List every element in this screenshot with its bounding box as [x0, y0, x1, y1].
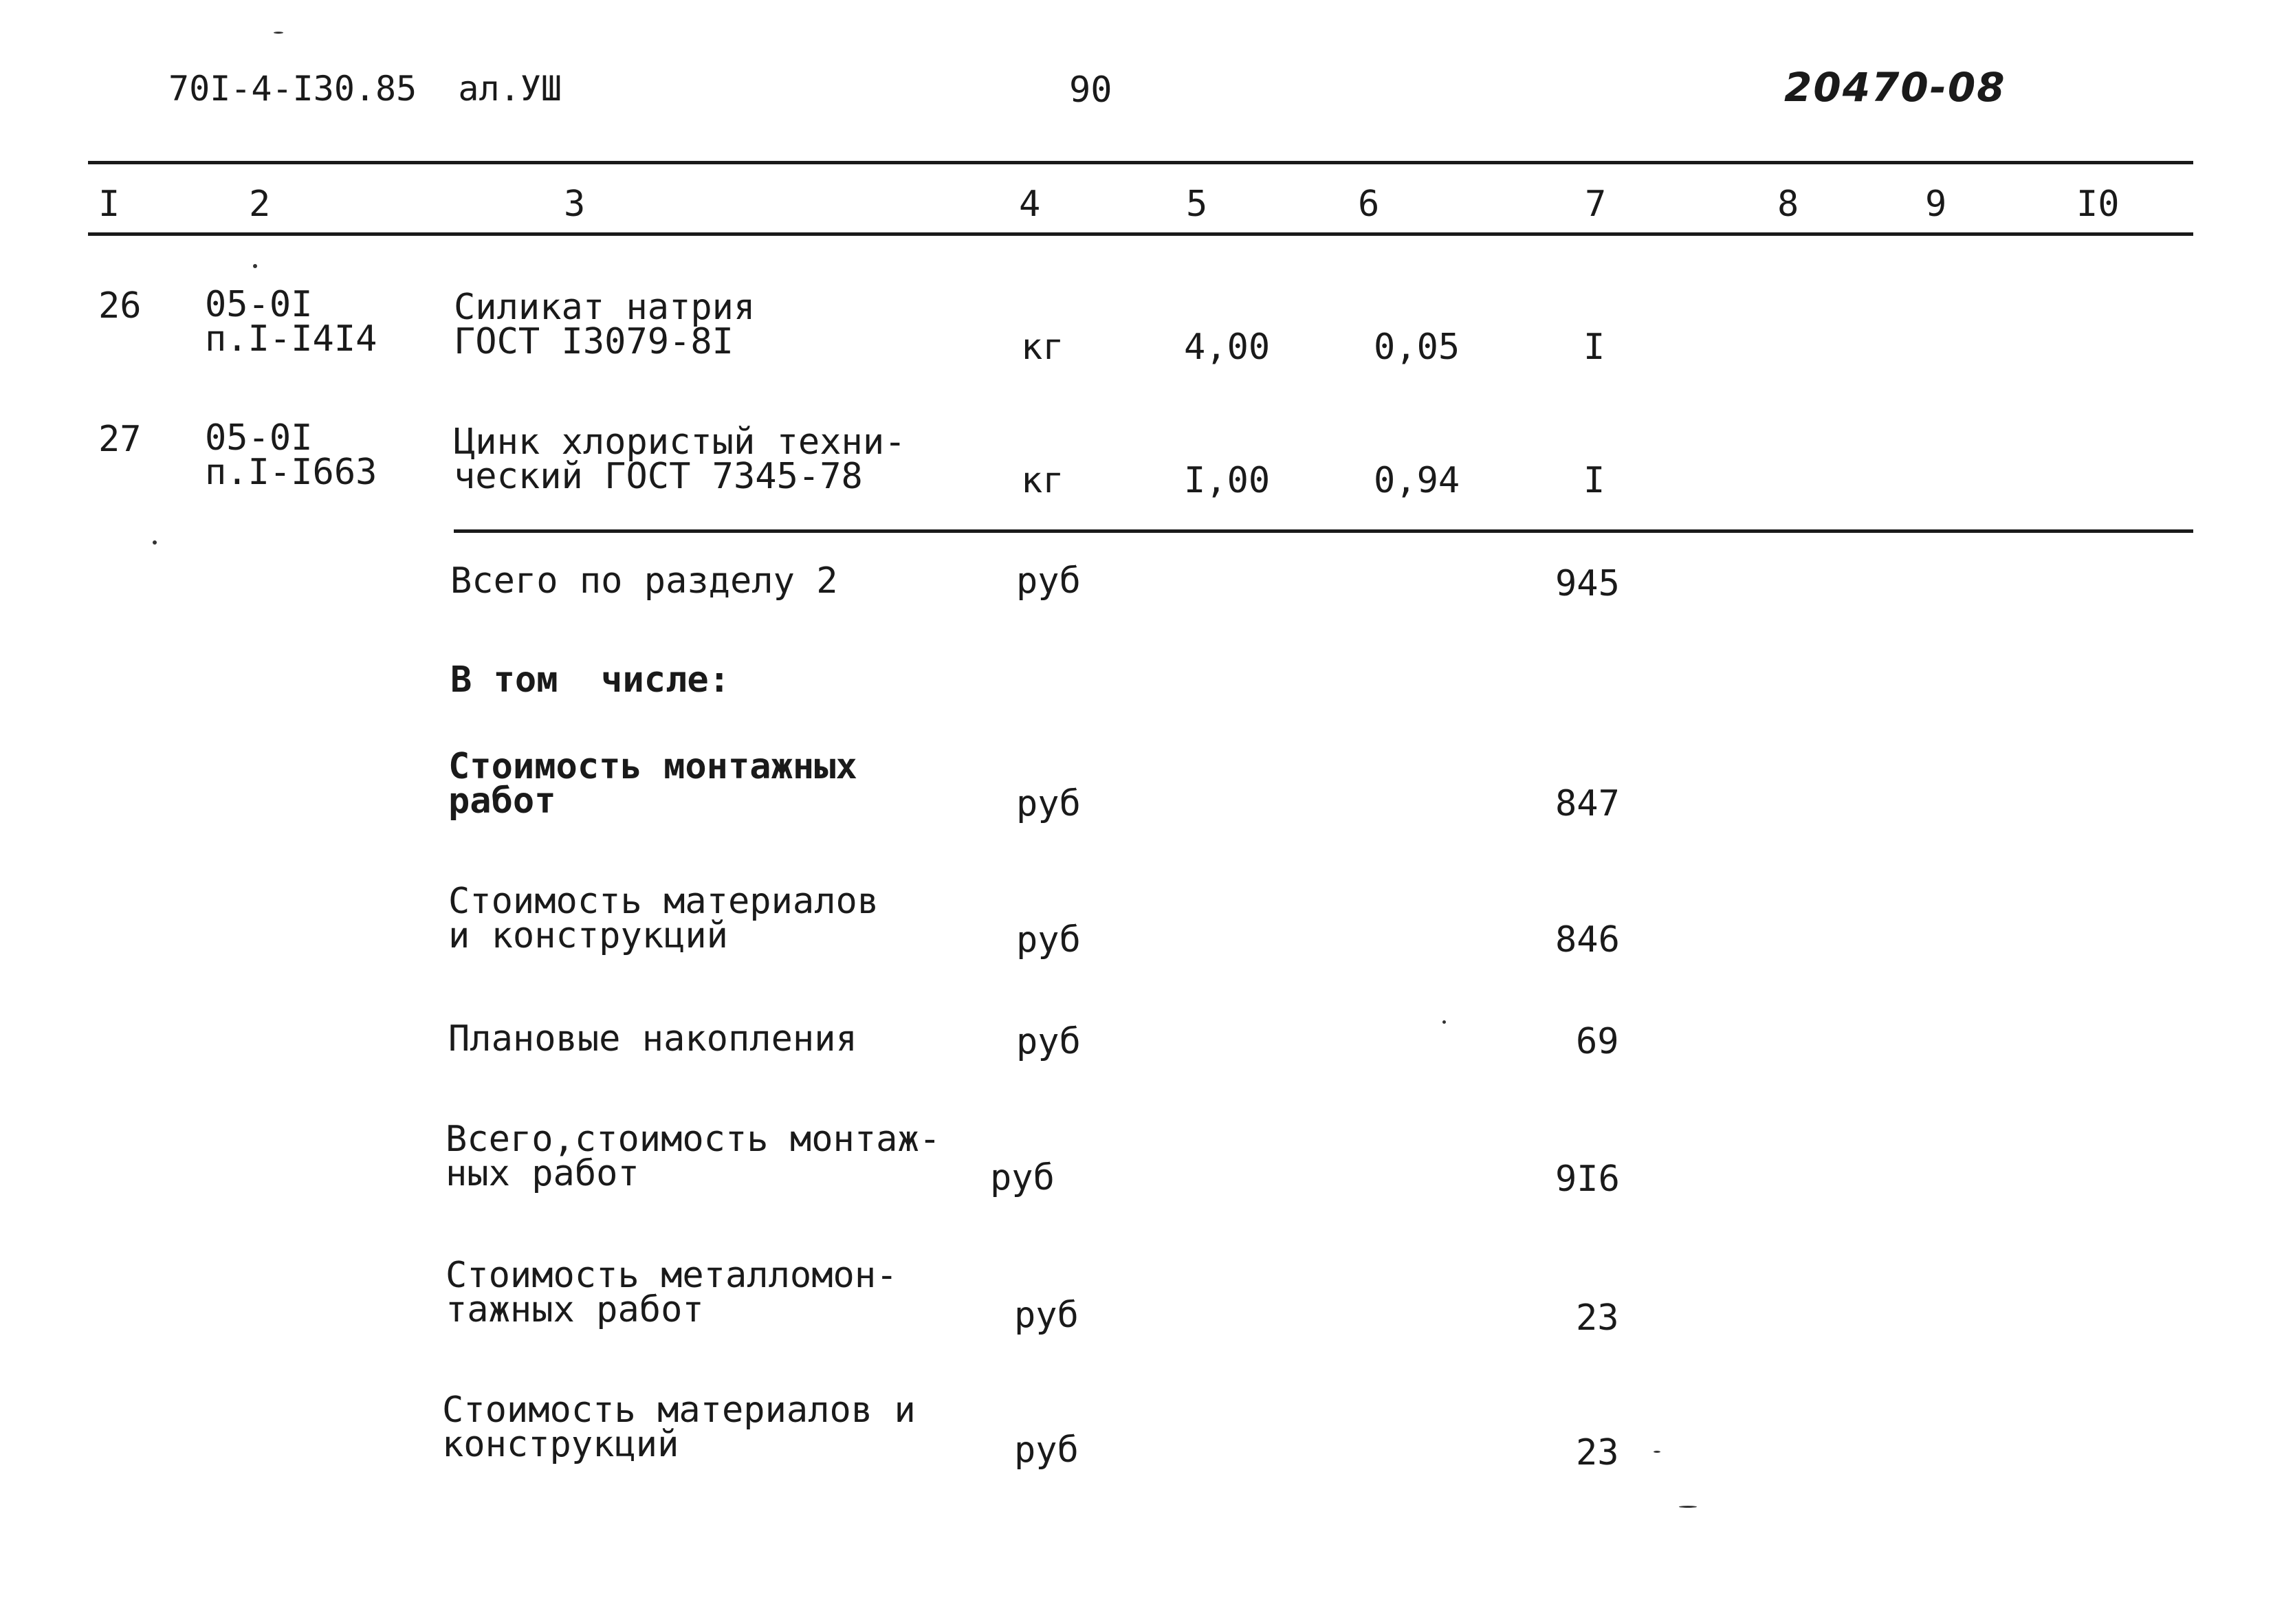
summary-value: 69 [1576, 1021, 1619, 1062]
row-name-line: Силикат натрия [454, 287, 756, 328]
summary-unit: руб [1016, 919, 1081, 961]
summary-value: 23 [1576, 1297, 1619, 1339]
scan-speck [1654, 1451, 1660, 1453]
column-number: 7 [1585, 184, 1607, 225]
summary-unit: руб [1016, 1021, 1081, 1062]
column-number: 9 [1925, 184, 1947, 225]
scan-speck [253, 264, 257, 268]
summary-label-line: Стоимость материалов и [442, 1390, 916, 1431]
row-name-line: Цинк хлористый техни- [454, 421, 906, 463]
row-name-line: ческий ГОСТ 7345-78 [454, 456, 863, 497]
scan-speck [274, 32, 283, 34]
summary-label-line: и конструкций [448, 915, 728, 956]
column-number: 2 [249, 184, 271, 225]
summary-label-line: ных работ [446, 1153, 639, 1194]
summary-value: 9I6 [1555, 1159, 1620, 1200]
summary-unit: руб [1016, 783, 1081, 824]
row-code-line: п.I-I663 [205, 452, 377, 493]
summary-value: 847 [1555, 783, 1620, 824]
row-code-line: 05-0I [205, 417, 313, 459]
column-number: 6 [1358, 184, 1380, 225]
summary-label-line: Плановые накопления [448, 1018, 857, 1060]
summary-value: 23 [1576, 1432, 1619, 1473]
column-number: I0 [2076, 184, 2120, 225]
summary-value: 846 [1555, 919, 1620, 961]
summary-label-line: Стоимость металломон- [446, 1255, 898, 1296]
column-number: 3 [564, 184, 586, 225]
summary-unit: руб [1014, 1429, 1079, 1471]
section-total-rule [454, 529, 2193, 533]
scan-speck [1442, 1020, 1446, 1024]
row-unit: кг [1021, 460, 1064, 501]
summary-label-line: Стоимость монтажных [448, 746, 857, 787]
row-quantity: I,00 [1184, 460, 1271, 501]
table-header-rule [88, 232, 2193, 236]
handwritten-number: 20470-08 [1784, 64, 2006, 111]
row-price: 0,94 [1374, 460, 1460, 501]
page-number: 90 [1069, 69, 1112, 111]
summary-unit: руб [1016, 560, 1081, 602]
column-number: I [98, 184, 120, 225]
table-top-rule [88, 161, 2193, 164]
column-number: 4 [1019, 184, 1041, 225]
summary-label-line: В том числе: [450, 659, 730, 701]
row-unit: кг [1021, 327, 1064, 368]
row-code-line: 05-0I [205, 284, 313, 325]
summary-label-line: работ [448, 780, 556, 822]
document-code: 70I-4-I30.85 ал.УШ [168, 69, 562, 109]
scan-speck [1679, 1506, 1697, 1508]
column-number: 8 [1777, 184, 1799, 225]
summary-label-line: Всего,стоимость монтаж- [446, 1119, 941, 1160]
summary-value: 945 [1555, 563, 1620, 604]
summary-label-line: тажных работ [446, 1289, 704, 1330]
row-quantity: 4,00 [1184, 327, 1271, 368]
row-price: 0,05 [1374, 327, 1460, 368]
summary-unit: руб [990, 1157, 1055, 1198]
summary-label-line: конструкций [442, 1424, 679, 1465]
scan-speck [153, 540, 157, 545]
row-number: 27 [98, 419, 142, 460]
row-name-line: ГОСТ I3079-8I [454, 321, 734, 362]
row-code-line: п.I-I4I4 [205, 318, 377, 360]
row-total: I [1583, 460, 1605, 501]
row-number: 26 [98, 285, 142, 327]
row-total: I [1583, 327, 1605, 368]
summary-unit: руб [1014, 1295, 1079, 1336]
column-number: 5 [1186, 184, 1208, 225]
summary-label-line: Всего по разделу 2 [450, 560, 838, 602]
summary-label-line: Стоимость материалов [448, 881, 879, 922]
